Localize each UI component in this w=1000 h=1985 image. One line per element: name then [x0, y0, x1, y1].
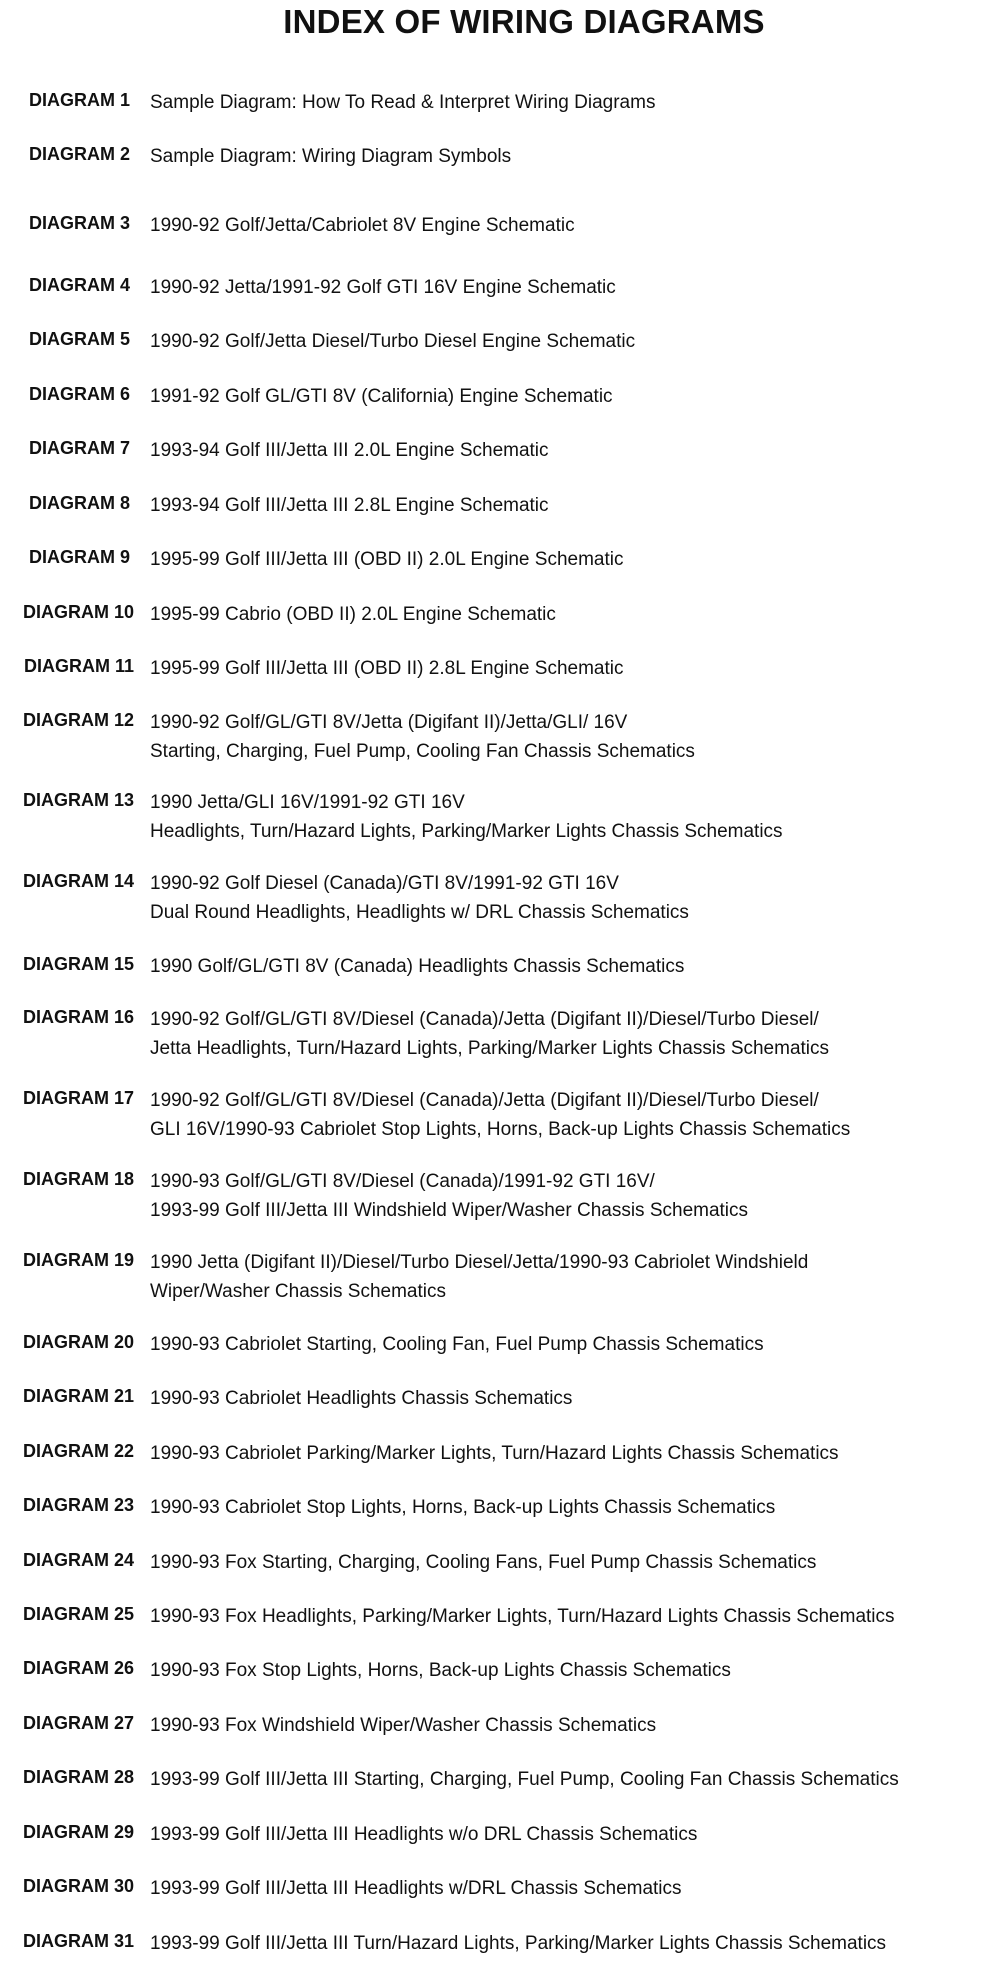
diagram-number: DIAGRAM 28 — [22, 1767, 134, 1787]
diagram-description-line: 1993-99 Golf III/Jetta III Starting, Charging, Fuel Pump, Cooling Fan Chassis Schematics — [150, 1769, 899, 1790]
diagram-number: DIAGRAM 13 — [22, 790, 134, 810]
diagram-description — [150, 88, 1000, 117]
diagram-description — [150, 436, 1000, 465]
diagram-entry — [0, 436, 1000, 492]
diagram-entry — [0, 1656, 1000, 1712]
page-title: INDEX OF WIRING DIAGRAMS — [283, 3, 765, 40]
diagram-description — [150, 1493, 1000, 1522]
diagram-description — [150, 327, 1000, 356]
diagram-number: DIAGRAM 25 — [22, 1604, 134, 1624]
diagram-description-line: 1993-99 Golf III/Jetta III Headlights w/o DRL Chassis Schematics — [150, 1824, 698, 1845]
diagram-entry — [0, 952, 1000, 1008]
diagram-number: DIAGRAM 8 — [28, 493, 130, 513]
diagram-entry — [0, 654, 1000, 710]
diagram-description — [150, 1929, 1000, 1958]
diagram-description-line: 1990-93 Fox Headlights, Parking/Marker Lights, Turn/Hazard Lights Chassis Schematics — [150, 1606, 895, 1627]
diagram-number: DIAGRAM 9 — [28, 547, 130, 567]
diagram-entry — [0, 1167, 1000, 1223]
diagram-number: DIAGRAM 6 — [28, 384, 130, 404]
diagram-number: DIAGRAM 4 — [28, 275, 130, 295]
diagram-entry — [0, 708, 1000, 764]
diagram-description-line: 1995-99 Cabrio (OBD II) 2.0L Engine Schematic — [150, 604, 556, 625]
diagram-description-line: 1993-94 Golf III/Jetta III 2.8L Engine Schematic — [150, 495, 549, 516]
diagram-description — [150, 545, 1000, 574]
diagram-description-line: Sample Diagram: How To Read & Interpret Wiring Diagrams — [150, 92, 656, 113]
diagram-number: DIAGRAM 19 — [22, 1250, 134, 1270]
diagram-description-line: 1993-99 Golf III/Jetta III Headlights w/DRL Chassis Schematics — [150, 1878, 682, 1899]
diagram-description-line: Sample Diagram: Wiring Diagram Symbols — [150, 146, 512, 167]
diagram-description — [150, 1602, 1000, 1631]
diagram-description — [150, 869, 1000, 927]
diagram-description — [150, 1711, 1000, 1740]
diagram-description-line: GLI 16V/1990-93 Cabriolet Stop Lights, Horns, Back-up Lights Chassis Schematics — [150, 1119, 851, 1140]
diagram-number: DIAGRAM 15 — [22, 954, 134, 974]
diagram-number: DIAGRAM 11 — [23, 656, 134, 676]
diagram-description — [150, 1248, 1000, 1306]
diagram-entry — [0, 142, 1000, 198]
diagram-entry — [0, 788, 1000, 844]
diagram-description — [150, 273, 1000, 302]
diagram-entry — [0, 327, 1000, 383]
diagram-description-line: Jetta Headlights, Turn/Hazard Lights, Parking/Marker Lights Chassis Schematics — [150, 1038, 830, 1059]
diagram-description-line: 1990-92 Golf/GL/GTI 8V/Diesel (Canada)/Jetta (Digifant II)/Diesel/Turbo Diesel/ — [150, 1009, 819, 1030]
diagram-entry — [0, 600, 1000, 656]
diagram-description — [150, 1086, 1000, 1144]
diagram-entry — [0, 1439, 1000, 1495]
diagram-entry — [0, 273, 1000, 329]
diagram-entry — [0, 491, 1000, 547]
diagram-description-line: 1990-92 Golf/Jetta/Cabriolet 8V Engine Schematic — [150, 215, 575, 236]
diagram-entry — [0, 1548, 1000, 1604]
diagram-description — [150, 952, 1000, 981]
diagram-number: DIAGRAM 2 — [28, 144, 130, 164]
diagram-entry — [0, 1874, 1000, 1930]
diagram-description-line: 1990-93 Cabriolet Stop Lights, Horns, Back-up Lights Chassis Schematics — [150, 1497, 776, 1518]
diagram-number: DIAGRAM 20 — [22, 1332, 134, 1352]
diagram-description — [150, 382, 1000, 411]
diagram-description — [150, 1820, 1000, 1849]
diagram-entry — [0, 1384, 1000, 1440]
diagram-number: DIAGRAM 27 — [22, 1713, 134, 1733]
diagram-entry — [0, 1820, 1000, 1876]
diagram-description — [150, 654, 1000, 683]
diagram-description-line: 1990-93 Fox Starting, Charging, Cooling Fans, Fuel Pump Chassis Schematics — [150, 1552, 817, 1573]
diagram-description-line: 1993-99 Golf III/Jetta III Windshield Wiper/Washer Chassis Schematics — [150, 1200, 749, 1221]
diagram-number: DIAGRAM 10 — [22, 602, 134, 622]
diagram-description — [150, 600, 1000, 629]
diagram-entry — [0, 211, 1000, 267]
diagram-description — [150, 1439, 1000, 1468]
diagram-description — [150, 1874, 1000, 1903]
diagram-description-line: 1990 Jetta/GLI 16V/1991-92 GTI 16V — [150, 792, 465, 813]
diagram-entry — [0, 1711, 1000, 1767]
diagram-description — [150, 1765, 1000, 1794]
diagram-description-line: 1990 Jetta (Digifant II)/Diesel/Turbo Diesel/Jetta/1990-93 Cabriolet Windshield — [150, 1252, 809, 1273]
diagram-number: DIAGRAM 17 — [22, 1088, 134, 1108]
diagram-description-line: 1990-93 Cabriolet Parking/Marker Lights, Turn/Hazard Lights Chassis Schematics — [150, 1443, 839, 1464]
diagram-number: DIAGRAM 29 — [22, 1822, 134, 1842]
diagram-number: DIAGRAM 26 — [22, 1658, 134, 1678]
diagram-description — [150, 1167, 1000, 1225]
diagram-description — [150, 1384, 1000, 1413]
diagram-description — [150, 211, 1000, 240]
diagram-description-line: Wiper/Washer Chassis Schematics — [150, 1281, 446, 1302]
diagram-description-line: Starting, Charging, Fuel Pump, Cooling Fan Chassis Schematics — [150, 741, 695, 762]
diagram-entry — [0, 869, 1000, 925]
diagram-description — [150, 491, 1000, 520]
diagram-description-line: Dual Round Headlights, Headlights w/ DRL Chassis Schematics — [150, 902, 689, 923]
diagram-description — [150, 1005, 1000, 1063]
diagram-description-line: 1990-92 Golf/Jetta Diesel/Turbo Diesel Engine Schematic — [150, 331, 636, 352]
diagram-description — [150, 1548, 1000, 1577]
diagram-entry — [0, 1765, 1000, 1821]
diagram-description-line: 1993-99 Golf III/Jetta III Turn/Hazard Lights, Parking/Marker Lights Chassis Schematics — [150, 1933, 887, 1954]
diagram-description-line: 1990-92 Jetta/1991-92 Golf GTI 16V Engine Schematic — [150, 277, 616, 298]
diagram-description-line: 1995-99 Golf III/Jetta III (OBD II) 2.8L Engine Schematic — [150, 658, 624, 679]
diagram-number: DIAGRAM 16 — [22, 1007, 134, 1027]
diagram-description-line: 1995-99 Golf III/Jetta III (OBD II) 2.0L Engine Schematic — [150, 549, 624, 570]
diagram-description-line: 1990-93 Fox Stop Lights, Horns, Back-up Lights Chassis Schematics — [150, 1660, 731, 1681]
diagram-number: DIAGRAM 14 — [22, 871, 134, 891]
diagram-description-line: 1990 Golf/GL/GTI 8V (Canada) Headlights Chassis Schematics — [150, 956, 685, 977]
diagram-description-line: 1990-93 Fox Windshield Wiper/Washer Chassis Schematics — [150, 1715, 657, 1736]
diagram-number: DIAGRAM 7 — [28, 438, 130, 458]
diagram-number: DIAGRAM 5 — [28, 329, 130, 349]
diagram-entry — [0, 1493, 1000, 1549]
diagram-entry — [0, 545, 1000, 601]
diagram-number: DIAGRAM 22 — [22, 1441, 134, 1461]
diagram-entry — [0, 1330, 1000, 1386]
diagram-number: DIAGRAM 31 — [22, 1931, 134, 1951]
diagram-entry — [0, 1005, 1000, 1061]
diagram-description-line: 1990-93 Cabriolet Starting, Cooling Fan, Fuel Pump Chassis Schematics — [150, 1334, 764, 1355]
diagram-entry — [0, 1248, 1000, 1304]
diagram-entry — [0, 88, 1000, 144]
diagram-number: DIAGRAM 12 — [22, 710, 134, 730]
diagram-description — [150, 788, 1000, 846]
diagram-description — [150, 142, 1000, 171]
diagram-description — [150, 708, 1000, 766]
diagram-description-line: 1990-93 Cabriolet Headlights Chassis Schematics — [150, 1388, 573, 1409]
diagram-description-line: 1993-94 Golf III/Jetta III 2.0L Engine Schematic — [150, 440, 549, 461]
diagram-description-line: 1991-92 Golf GL/GTI 8V (California) Engine Schematic — [150, 386, 613, 407]
diagram-entry — [0, 382, 1000, 438]
diagram-number: DIAGRAM 23 — [22, 1495, 134, 1515]
diagram-description — [150, 1656, 1000, 1685]
diagram-number: DIAGRAM 30 — [22, 1876, 134, 1896]
diagram-entry — [0, 1086, 1000, 1142]
diagram-description-line: 1990-92 Golf Diesel (Canada)/GTI 8V/1991-92 GTI 16V — [150, 873, 619, 894]
diagram-number: DIAGRAM 1 — [28, 90, 130, 110]
diagram-number: DIAGRAM 18 — [22, 1169, 134, 1189]
diagram-entry — [0, 1602, 1000, 1658]
diagram-description-line: 1990-92 Golf/GL/GTI 8V/Jetta (Digifant II)/Jetta/GLI/ 16V — [150, 712, 628, 733]
diagram-description-line: 1990-92 Golf/GL/GTI 8V/Diesel (Canada)/Jetta (Digifant II)/Diesel/Turbo Diesel/ — [150, 1090, 819, 1111]
diagram-number: DIAGRAM 3 — [28, 213, 130, 233]
diagram-description — [150, 1330, 1000, 1359]
diagram-description-line: Headlights, Turn/Hazard Lights, Parking/Marker Lights Chassis Schematics — [150, 821, 783, 842]
diagram-number: DIAGRAM 21 — [22, 1386, 134, 1406]
diagram-description-line: 1990-93 Golf/GL/GTI 8V/Diesel (Canada)/1991-92 GTI 16V/ — [150, 1171, 655, 1192]
diagram-number: DIAGRAM 24 — [22, 1550, 134, 1570]
